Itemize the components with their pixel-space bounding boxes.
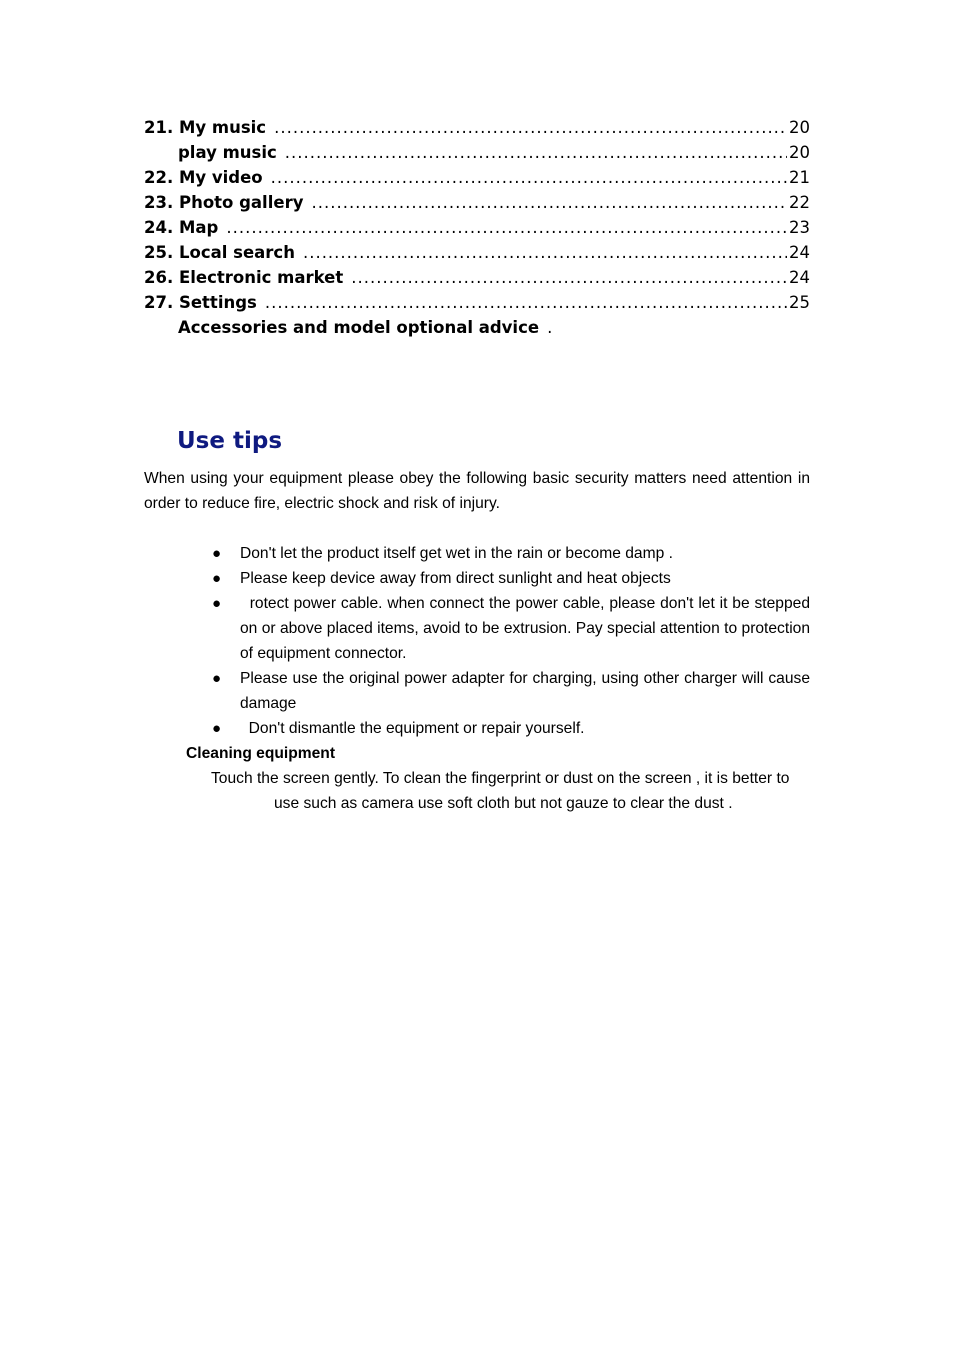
toc-entry-page: 20	[789, 118, 810, 137]
list-item	[210, 666, 810, 716]
toc-dot-leader	[303, 240, 787, 265]
toc-entry-electronic-market[interactable]	[144, 265, 810, 290]
toc-entry-page: 24	[789, 243, 810, 262]
toc-dot-leader	[547, 315, 553, 340]
list-item-text: rotect power cable. when connect the power cable, please don't let it be stepped on or above placed items, avoid to be extrusion. Pay special attention to protection of equipment connector.	[240, 595, 810, 662]
toc-entry-page: 24	[789, 268, 810, 287]
toc-entry-page: 20	[789, 143, 810, 162]
toc-entry-my-video[interactable]	[144, 165, 810, 190]
toc-dot-leader	[226, 215, 787, 240]
list-item	[210, 716, 810, 741]
list-item-text: Please keep device away from direct sunlight and heat objects	[240, 570, 671, 587]
toc-entry-local-search[interactable]	[144, 240, 810, 265]
bullet-icon: ●	[212, 720, 222, 737]
toc-entry-title: Accessories and model optional advice	[178, 318, 540, 337]
toc-entry-title: 27. Settings	[144, 293, 257, 312]
toc-entry-page: 21	[789, 168, 810, 187]
list-item	[210, 566, 810, 591]
toc-entry-map[interactable]	[144, 215, 810, 240]
toc-entry-title: 21. My music	[144, 118, 267, 137]
toc-entry-title: 22. My video	[144, 168, 263, 187]
table-of-contents	[144, 115, 810, 340]
cleaning-line-1: Touch the screen gently. To clean the fingerprint or dust on the screen , it is better to	[211, 770, 790, 787]
list-item	[210, 541, 810, 566]
list-item-text: Don't dismantle the equipment or repair yourself.	[240, 720, 585, 737]
section-heading-use-tips: Use tips	[177, 428, 283, 454]
toc-entry-title: 26. Electronic market	[144, 268, 344, 287]
toc-dot-leader	[351, 265, 787, 290]
bullet-icon: ●	[212, 670, 222, 687]
cleaning-line-2: use such as camera use soft cloth but not gauze to clear the dust .	[274, 795, 733, 812]
bullet-icon: ●	[212, 545, 222, 562]
toc-entry-title: 23. Photo gallery	[144, 193, 304, 212]
cleaning-paragraph	[211, 766, 810, 816]
intro-paragraph: When using your equipment please obey the following basic security matters need attention in order to reduce fire, electric shock and risk of injury.	[144, 470, 810, 512]
toc-dot-leader	[271, 165, 787, 190]
toc-entry-title: 24. Map	[144, 218, 219, 237]
toc-entry-page: 22	[789, 193, 810, 212]
safety-tips-list	[210, 541, 810, 741]
toc-entry-my-music[interactable]	[144, 115, 810, 140]
bullet-icon: ●	[212, 595, 222, 612]
toc-dot-leader	[265, 290, 787, 315]
toc-entry-title: play music	[178, 143, 277, 162]
toc-dot-leader	[274, 115, 787, 140]
toc-entry-page: 25	[789, 293, 810, 312]
toc-entry-settings[interactable]	[144, 290, 810, 315]
toc-entry-title: 25. Local search	[144, 243, 295, 262]
toc-dot-leader	[311, 190, 787, 215]
toc-entry-accessories[interactable]	[144, 315, 810, 340]
toc-entry-photo-gallery[interactable]	[144, 190, 810, 215]
toc-entry-page: 23	[789, 218, 810, 237]
cleaning-equipment-title: Cleaning equipment	[186, 745, 336, 762]
list-item-text: Don't let the product itself get wet in the rain or become damp .	[240, 545, 673, 562]
toc-entry-play-music[interactable]	[144, 140, 810, 165]
bullet-icon: ●	[212, 570, 222, 587]
toc-dot-leader	[285, 140, 787, 165]
list-item	[210, 591, 810, 666]
list-item-text: Please use the original power adapter for charging, using other charger will cause damage	[240, 670, 810, 712]
